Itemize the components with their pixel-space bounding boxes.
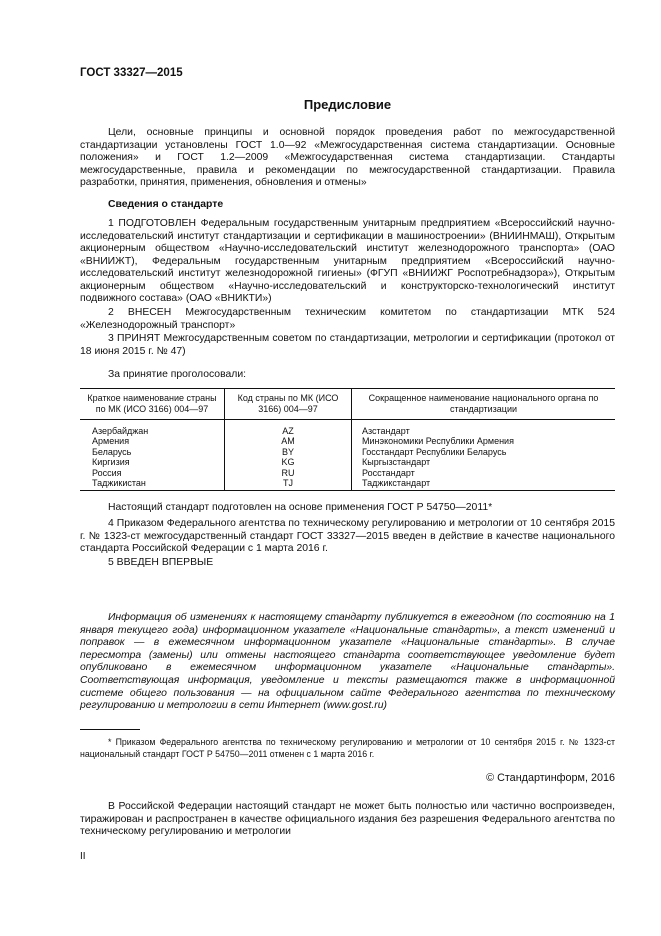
table-row	[80, 468, 615, 478]
body-cell: Минэкономики Республики Армения	[352, 436, 616, 446]
footnote: * Приказом Федерального агентства по техническому регулированию и метрологии от 10 сентября 2015 г. № 1323-ст национальный стандарт ГОСТ Р 54750—2011 отменен с 1 марта 2016 г.	[80, 737, 615, 759]
item-4-enacted: 4 Приказом Федерального агентства по техническому регулированию и метрологии от 10 сентября 2015 г. № 1323-ст межгосударственный стандарт ГОСТ 33327—2015 введен в действие в качестве национального стандарта Российской Федерации с 1 марта 2016 г.	[80, 518, 615, 554]
code-cell: KG	[225, 457, 352, 467]
country-cell: Россия	[92, 467, 122, 478]
table-header-row	[80, 389, 615, 420]
information-notice: Информация об изменениях к настоящему стандарту публикуется в ежегодном (по состоянию на 1 января текущего года) информационном указателе «Национальные стандарты», а текст изменений и поправок — в ежемесячном информационном указателе «Национальные стандарты». В случае пересмотра (замены) или отмены настоящего стандарта соответствующее уведомление будет опубликовано в ежемесячном информационном указателе «Национальные стандарты». Соответствующая информация, уведомление и тексты размещаются также в информационной системе общего пользования — на официальном сайте Федерального агентства по техническому регулированию и метрологии в сети Интернет (www.gost.ru)	[80, 612, 615, 712]
code-cell: AZ	[225, 420, 352, 437]
column-header-body: Сокращенное наименование национального органа по стандартизации	[352, 389, 616, 420]
section-heading: Сведения о стандарте	[108, 199, 224, 210]
copyright-line: © Стандартинформ, 2016	[486, 772, 615, 784]
page-number: II	[80, 851, 86, 862]
table-row	[80, 478, 615, 490]
country-cell: Таджикистан	[92, 478, 146, 489]
body-cell: Росстандарт	[352, 468, 616, 478]
country-cell: Киргизия	[92, 457, 130, 468]
document-code-header: ГОСТ 33327—2015	[80, 67, 183, 79]
reproduction-notice: В Российской Федерации настоящий стандарт не может быть полностью или частично воспроизведен, тиражирован и распространен в качестве официального издания без разрешения Федерального агентства по техническому регулированию и метрологии	[80, 801, 615, 837]
voting-table	[80, 388, 615, 491]
country-cell: Армения	[92, 436, 130, 447]
body-cell: Таджикстандарт	[352, 478, 616, 490]
intro-paragraph: Цели, основные принципы и основной порядок проведения работ по межгосударственной стандартизации установлены ГОСТ 1.0—92 «Межгосударственная система стандартизации. Основные положения» и ГОСТ 1.2—2009 «Межгосударственная система стандартизации. Стандарты межгосударственные, правила и рекомендации по межгосударственной стандартизации. Правила разработки, принятия, применения, обновления и отмены»	[80, 127, 615, 188]
item-3-adopted: 3 ПРИНЯТ Межгосударственным советом по стандартизации, метрологии и сертификации (протокол от 18 июня 2015 г. № 47)	[80, 333, 615, 357]
item-1-prepared: 1 ПОДГОТОВЛЕН Федеральным государственным унитарным предприятием «Всероссийский научно-исследовательский институт стандартизации и сертификации в машиностроении» (ВНИИНМАШ), Открытым акционерным обществом «Научно-исследовательский институт железнодорожного транспорта» (ОАО «ВНИИЖТ), Федеральным государственным унитарным предприятием «Всероссийский научно-исследовательский институт железнодорожной гигиены» (ФГУП «ВНИИЖГ Роспотребнадзора»), Открытым акционерным обществом «Научно-исследовательский и конструкторско-технологический институт подвижного состава» (ОАО «ВНИКТИ»)	[80, 218, 615, 304]
item-5-introduced: 5 ВВЕДЕН ВПЕРВЫЕ	[108, 557, 214, 568]
basis-paragraph: Настоящий стандарт подготовлен на основе применения ГОСТ Р 54750—2011*	[108, 502, 493, 513]
body-cell: Кыргызстандарт	[352, 457, 616, 467]
item-2-submitted: 2 ВНЕСЕН Межгосударственным техническим комитетом по стандартизации МТК 524 «Железнодорожный транспорт»	[80, 307, 615, 331]
table-row	[80, 420, 615, 437]
voted-label: За принятие проголосовали:	[108, 369, 247, 380]
page-title: Предисловие	[303, 97, 392, 112]
footnote-separator	[80, 729, 140, 730]
table-row	[80, 457, 615, 467]
country-cell: Азербайджан	[92, 426, 149, 436]
table-bottom-rule	[80, 490, 615, 491]
code-cell: AM	[225, 436, 352, 446]
table-row	[80, 447, 615, 457]
country-cell: Беларусь	[92, 446, 132, 457]
code-cell: RU	[225, 468, 352, 478]
code-cell: TJ	[225, 478, 352, 490]
column-header-country: Краткое наименование страны по МК (ИСО 3166) 004—97	[80, 389, 225, 420]
table-row	[80, 436, 615, 446]
column-header-code: Код страны по МК (ИСО 3166) 004—97	[225, 389, 352, 420]
body-cell: Госстандарт Республики Беларусь	[352, 447, 616, 457]
body-cell: Азстандарт	[352, 420, 616, 437]
code-cell: BY	[225, 447, 352, 457]
